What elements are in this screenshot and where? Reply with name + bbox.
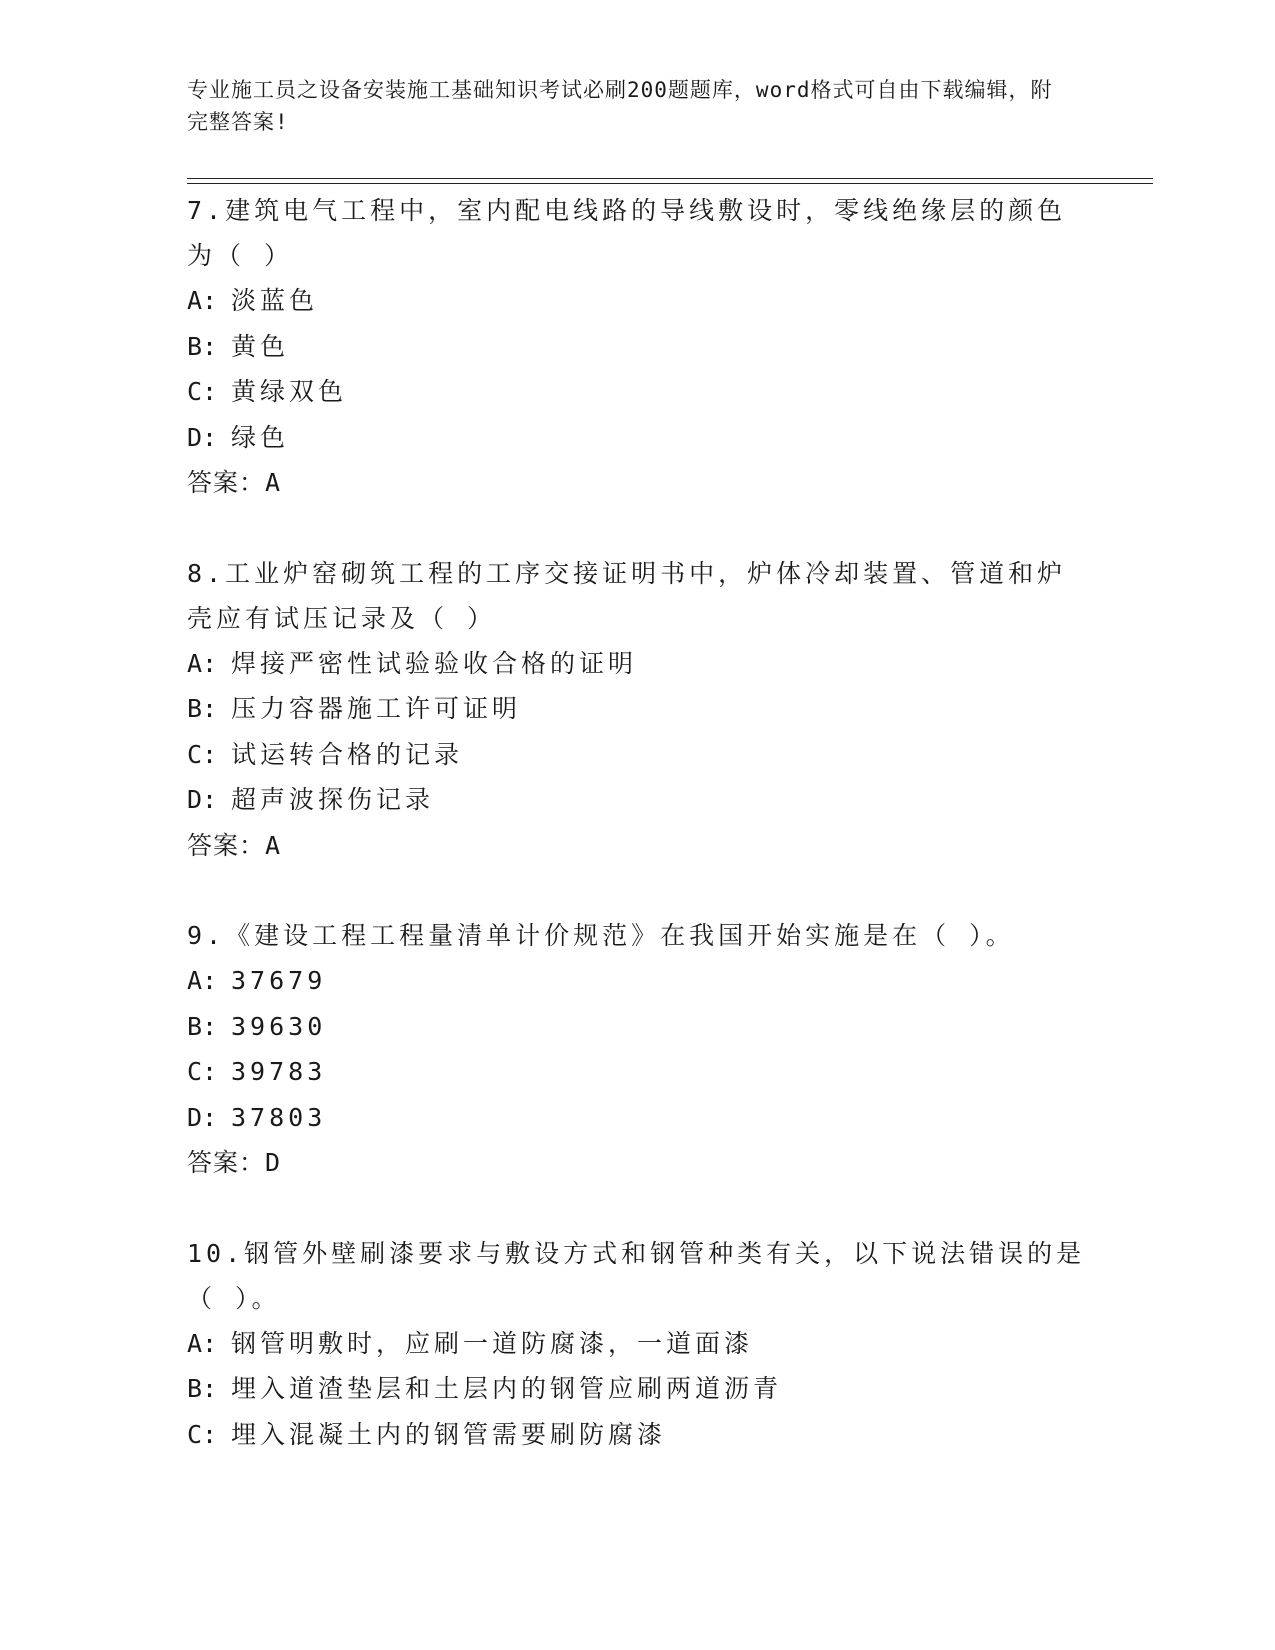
option-label: A: xyxy=(187,286,218,315)
option-text: 黄绿双色 xyxy=(231,377,348,406)
header-rule-bottom xyxy=(187,183,1153,184)
option-b xyxy=(187,324,1087,370)
option-d xyxy=(187,415,1087,461)
option-a xyxy=(187,641,1087,687)
option-label: B: xyxy=(187,694,218,723)
option-text: 绿色 xyxy=(231,422,290,452)
question-8 xyxy=(187,551,1087,869)
question-text xyxy=(187,188,1087,278)
question-7 xyxy=(187,188,1087,506)
header-rule-top xyxy=(187,178,1153,179)
question-body: 建筑电气工程中，室内配电线路的导线敷设时，零线绝缘层的颜色为（ ） xyxy=(187,196,1067,270)
option-label: C: xyxy=(187,377,218,406)
option-c xyxy=(187,1412,1087,1458)
option-text: 试运转合格的记录 xyxy=(231,739,464,769)
document-header: 专业施工员之设备安装施工基础知识考试必刷200题题库，word格式可自由下载编辑，附完整答案! xyxy=(187,78,1053,134)
option-label: A: xyxy=(187,1328,218,1358)
question-9 xyxy=(187,913,1087,1186)
option-text: 埋入混凝土内的钢管需要刷防腐漆 xyxy=(231,1419,667,1449)
question-text xyxy=(187,551,1087,641)
option-text: 焊接严密性试验验收合格的证明 xyxy=(231,648,638,678)
option-c xyxy=(187,369,1087,415)
option-label: C: xyxy=(187,1057,218,1086)
answer: 答案：A xyxy=(187,468,282,497)
question-list xyxy=(187,188,1087,1502)
answer: 答案：A xyxy=(187,830,282,860)
option-d xyxy=(187,777,1087,823)
option-label: B: xyxy=(187,331,218,361)
question-number: 9. xyxy=(187,921,226,950)
option-label: B: xyxy=(187,1374,218,1403)
option-text: 压力容器施工许可证明 xyxy=(231,694,522,723)
question-number: 7. xyxy=(187,196,226,225)
option-label: C: xyxy=(187,1419,218,1449)
option-text: 淡蓝色 xyxy=(231,286,319,315)
question-body: 钢管外壁刷漆要求与敷设方式和钢管种类有关，以下说法错误的是（ ）。 xyxy=(187,1238,1086,1313)
answer: 答案：D xyxy=(187,1148,282,1177)
option-label: A: xyxy=(187,648,218,678)
option-b xyxy=(187,686,1087,732)
option-text: 钢管明敷时，应刷一道防腐漆，一道面漆 xyxy=(231,1328,754,1358)
option-text: 39630 xyxy=(231,1011,327,1041)
question-body: 工业炉窑砌筑工程的工序交接证明书中，炉体冷却装置、管道和炉壳应有试压记录及（ ） xyxy=(187,558,1067,633)
question-text xyxy=(187,1231,1087,1321)
option-text: 黄色 xyxy=(231,331,290,361)
option-b xyxy=(187,1004,1087,1050)
option-b xyxy=(187,1366,1087,1412)
option-c xyxy=(187,1049,1087,1095)
question-text xyxy=(187,913,1087,958)
question-number: 8. xyxy=(187,558,226,588)
option-label: D: xyxy=(187,1102,218,1132)
option-text: 超声波探伤记录 xyxy=(231,785,435,814)
option-label: C: xyxy=(187,739,218,769)
question-number: 10. xyxy=(187,1238,245,1268)
option-c xyxy=(187,732,1087,778)
option-label: A: xyxy=(187,966,218,995)
question-body: 《建设工程工程量清单计价规范》在我国开始实施是在（ ）。 xyxy=(225,921,1015,950)
option-d xyxy=(187,1095,1087,1141)
option-label: D: xyxy=(187,785,218,814)
option-text: 39783 xyxy=(231,1057,327,1086)
option-text: 37803 xyxy=(231,1102,327,1132)
option-label: B: xyxy=(187,1011,218,1041)
option-a xyxy=(187,958,1087,1004)
option-text: 埋入道渣垫层和土层内的钢管应刷两道沥青 xyxy=(231,1374,783,1403)
question-10 xyxy=(187,1231,1087,1458)
option-label: D: xyxy=(187,422,218,452)
option-text: 37679 xyxy=(231,966,327,995)
option-a xyxy=(187,1321,1087,1367)
option-a xyxy=(187,278,1087,324)
